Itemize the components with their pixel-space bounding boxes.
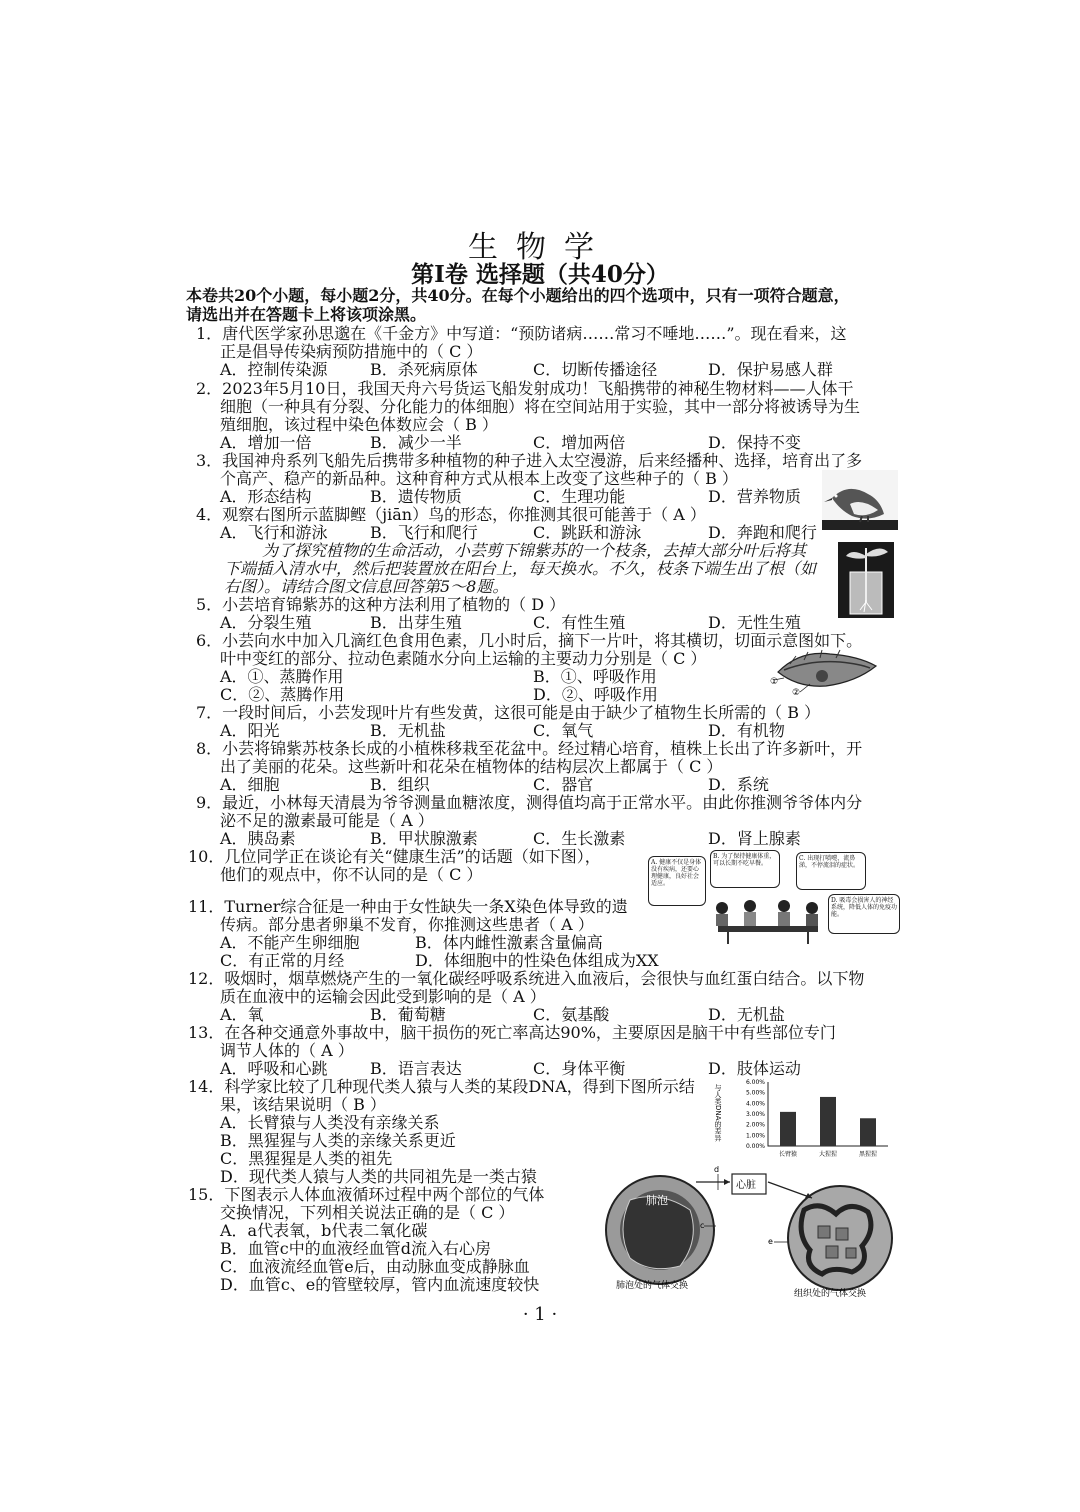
q6-opt-c: C．②、蒸腾作用 bbox=[220, 685, 345, 704]
q3-line1: 3．我国神舟系列飞船先后携带多种植物的种子进入太空漫游，后来经播种、选择，培育出了多 bbox=[196, 451, 863, 470]
chart-y-tick-label: 4.00% bbox=[745, 1100, 765, 1108]
q14-opt-c: C．黑猩猩是人类的祖先 bbox=[220, 1149, 393, 1168]
q12-opt-a: A．氧 bbox=[220, 1005, 264, 1024]
plant-cutting-figure bbox=[838, 542, 894, 618]
q2-line1: 2．2023年5月10日，我国天舟六号货运飞船发射成功！飞船携带的神秘生物材料——人体干 bbox=[196, 379, 854, 398]
label-c: c bbox=[700, 1221, 705, 1230]
q3-opt-b: B．遗传物质 bbox=[370, 487, 462, 506]
q8-opt-d: D．系统 bbox=[708, 775, 769, 794]
instructions-line2: 请选出并在答题卡上将该项涂黑。 bbox=[186, 305, 427, 324]
q7-line1: 7．一段时间后，小芸发现叶片有些发黄，这很可能是由于缺少了植物生长所需的（ B ） bbox=[196, 703, 821, 722]
q4-opt-b: B．飞行和爬行 bbox=[370, 523, 478, 542]
q3-opt-a: A．形态结构 bbox=[220, 487, 312, 506]
q7-opt-c: C．氧气 bbox=[533, 721, 594, 740]
q6-opt-b: B．①、呼吸作用 bbox=[533, 667, 657, 686]
chart-x-tick-label: 黑猩猩 bbox=[858, 1151, 878, 1158]
q9-opt-b: B．甲状腺激素 bbox=[370, 829, 478, 848]
q15-opt-a: A．a代表氧，b代表二氧化碳 bbox=[220, 1221, 428, 1240]
passage-line2: 下端插入清水中，然后把装置放在阳台上，每天换水。不久，枝条下端生出了根（如 bbox=[224, 559, 817, 578]
chart-bar bbox=[820, 1097, 836, 1146]
q9-opt-a: A．胰岛素 bbox=[220, 829, 296, 848]
chart-x-tick-label: 长臂猿 bbox=[778, 1151, 798, 1158]
q8-opt-a: A．细胞 bbox=[220, 775, 280, 794]
passage-line1: 为了探究植物的生命活动，小芸剪下锦紫苏的一个枝条，去掉大部分叶后将其 bbox=[262, 541, 807, 560]
q11-line2: 传病。部分患者卵巢不发育，你推测这些患者（ A ） bbox=[220, 915, 594, 934]
caption-alveolus: 肺泡处的气体交换 bbox=[616, 1281, 689, 1291]
q13-opt-c: C．身体平衡 bbox=[533, 1059, 626, 1078]
chart-y-tick-label: 0.00% bbox=[745, 1143, 765, 1150]
speech-bubble-a: A. 健康不仅是身体没有疾病，还要心理健康，良好社会适应。 bbox=[648, 856, 706, 906]
speech-bubble-d: D. 吸毒会损害人的神经系统，降低人体的免疫功能。 bbox=[828, 894, 900, 934]
health-discussion-figure bbox=[648, 850, 900, 946]
instructions-line1: 本卷共20个小题，每小题2分，共40分。在每个小题给出的四个选项中，只有一项符合题意， bbox=[186, 286, 850, 305]
q2-opt-b: B．减少一半 bbox=[370, 433, 462, 452]
chart-y-tick-label: 2.00% bbox=[745, 1121, 765, 1129]
chart-y-axis-label: 与人类DNA的差异 bbox=[714, 1084, 722, 1142]
q4-opt-a: A．飞行和游泳 bbox=[220, 523, 328, 542]
q15-opt-b: B．血管c中的血液经血管d流入右心房 bbox=[220, 1239, 491, 1258]
q11-opt-b: B．体内雌性激素含量偏高 bbox=[415, 933, 603, 952]
q11-opt-c: C．有正常的月经 bbox=[220, 951, 345, 970]
leaf-cross-section-figure bbox=[770, 642, 880, 696]
q5-line1: 5．小芸培育锦紫苏的这种方法利用了植物的（ D ） bbox=[196, 595, 566, 614]
page-title: 生物学 bbox=[468, 230, 612, 265]
q4-opt-c: C．跳跃和游泳 bbox=[533, 523, 642, 542]
page-number: · 1 · bbox=[522, 1304, 558, 1325]
speech-bubble-b: B. 为了保持健康体重，可以长期不吃早餐。 bbox=[710, 850, 780, 888]
q1-opt-a: A．控制传染源 bbox=[220, 360, 328, 379]
q7-opt-a: A．阳光 bbox=[220, 721, 280, 740]
q2-opt-c: C．增加两倍 bbox=[533, 433, 626, 452]
q12-opt-c: C．氨基酸 bbox=[533, 1005, 610, 1024]
q6-opt-a: A．①、蒸腾作用 bbox=[220, 667, 344, 686]
q8-opt-b: B．组织 bbox=[370, 775, 430, 794]
heart-label: 心脏 bbox=[736, 1180, 756, 1191]
q11-line1: 11．Turner综合征是一种由于女性缺失一条X染色体导致的遗 bbox=[188, 897, 628, 916]
q13-line1: 13．在各种交通意外事故中，脑干损伤的死亡率高达90%，主要原因是脑干中有些部位专门 bbox=[188, 1023, 836, 1042]
q3-line2: 个高产、稳产的新品种。这种育种方式从根本上改变了这些种子的（ B ） bbox=[220, 469, 738, 488]
q14-line2: 果，该结果说明（ B ） bbox=[220, 1095, 386, 1114]
q14-opt-a: A．长臂猿与人类没有亲缘关系 bbox=[220, 1113, 440, 1132]
q12-line2: 质在血液中的运输会因此受到影响的是（ A ） bbox=[220, 987, 546, 1006]
q1-line1: 1．唐代医学家孙思邈在《千金方》中写道：“预防诸病……常习不唾地……”。现在看来，这 bbox=[196, 324, 847, 343]
chart-x-tick-label: 大猩猩 bbox=[818, 1151, 838, 1158]
q9-line2: 泌不足的激素最可能是（ A ） bbox=[220, 811, 434, 830]
q12-opt-d: D．无机盐 bbox=[708, 1005, 785, 1024]
chart-y-tick-label: 5.00% bbox=[745, 1089, 765, 1097]
q10-line2: 他们的观点中，你不认同的是（ C ） bbox=[220, 865, 483, 884]
q5-opt-a: A．分裂生殖 bbox=[220, 613, 312, 632]
q10-line1: 10．几位同学正在谈论有关“健康生活”的话题（如下图）， bbox=[188, 847, 601, 866]
q14-line1: 14．科学家比较了几种现代类人猿与人类的某段DNA，得到下图所示结 bbox=[188, 1077, 695, 1096]
q9-line1: 9．最近，小林每天清晨为爷爷测量血糖浓度，测得值均高于正常水平。由此你推测爷爷体内分 bbox=[196, 793, 863, 812]
q7-opt-d: D．有机物 bbox=[708, 721, 785, 740]
gas-exchange-figure bbox=[600, 1165, 900, 1300]
q9-opt-d: D．肾上腺素 bbox=[708, 829, 801, 848]
chart-bar bbox=[780, 1112, 796, 1146]
q15-line1: 15．下图表示人体血液循环过程中两个部位的气体 bbox=[188, 1185, 545, 1204]
q3-opt-d: D．营养物质 bbox=[708, 487, 801, 506]
q5-opt-c: C．有性生殖 bbox=[533, 613, 626, 632]
q13-opt-a: A．呼吸和心跳 bbox=[220, 1059, 328, 1078]
q5-opt-d: D．无性生殖 bbox=[708, 613, 801, 632]
q4-opt-d: D．奔跑和爬行 bbox=[708, 523, 817, 542]
q14-opt-b: B．黑猩猩与人类的亲缘关系更近 bbox=[220, 1131, 456, 1150]
students-at-table-icon bbox=[708, 898, 828, 944]
q13-opt-d: D．肢体运动 bbox=[708, 1059, 801, 1078]
q4-line1: 4．观察右图所示蓝脚鲣（jiān）鸟的形态，你推测其很可能善于（ A ） bbox=[196, 505, 706, 524]
chart-y-tick-label: 3.00% bbox=[745, 1111, 765, 1118]
q2-opt-d: D．保持不变 bbox=[708, 433, 801, 452]
q13-line2: 调节人体的（ A ） bbox=[220, 1041, 354, 1060]
q14-opt-d: D．现代类人猿与人类的共同祖先是一类古猿 bbox=[220, 1167, 537, 1186]
q6-line2: 叶中变红的部分、拉动色素随水分向上运输的主要动力分别是（ C ） bbox=[220, 649, 707, 668]
blue-footed-booby-figure bbox=[822, 470, 898, 530]
q13-opt-b: B．语言表达 bbox=[370, 1059, 462, 1078]
q2-opt-a: A．增加一倍 bbox=[220, 433, 312, 452]
q1-line2: 正是倡导传染病预防措施中的（ C ） bbox=[220, 342, 483, 361]
alveolus-label: 肺泡 bbox=[646, 1194, 668, 1207]
dna-difference-chart bbox=[712, 1076, 902, 1166]
q6-line1: 6．小芸向水中加入几滴红色食用色素，几小时后，摘下一片叶，将其横切，切面示意图如下。 bbox=[196, 631, 863, 650]
q1-opt-c: C．切断传播途径 bbox=[533, 360, 658, 379]
instructions bbox=[186, 286, 896, 324]
q2-line2: 细胞（一种具有分裂、分化能力的体细胞）将在空间站用于实验，其中一部分将被诱导为生 bbox=[220, 397, 861, 416]
chart-y-tick-label: 6.00% bbox=[745, 1079, 765, 1086]
q9-opt-c: C．生长激素 bbox=[533, 829, 626, 848]
part-title: 第Ⅰ卷 选择题（共40分） bbox=[411, 261, 669, 288]
speech-bubble-c: C. 出现打喷嚏、流鼻涕，不停流泪的症状。 bbox=[796, 852, 866, 890]
q1-opt-d: D．保护易感人群 bbox=[708, 360, 833, 379]
chart-y-tick-label: 1.00% bbox=[745, 1132, 765, 1140]
q8-line1: 8．小芸将锦紫苏枝条长成的小植株移栽至花盆中。经过精心培育，植株上长出了许多新叶，开 bbox=[196, 739, 863, 758]
q15-opt-d: D．血管c、e的管壁较厚，管内血流速度较快 bbox=[220, 1275, 540, 1294]
q11-opt-d: D．体细胞中的性染色体组成为XX bbox=[415, 951, 659, 970]
q7-opt-b: B．无机盐 bbox=[370, 721, 446, 740]
passage-line3: 右图）。请结合图文信息回答第5～8题。 bbox=[224, 577, 509, 596]
q5-opt-b: B．出芽生殖 bbox=[370, 613, 462, 632]
q8-line2: 出了美丽的花朵。这些新叶和花朵在植物体的结构层次上都属于（ C ） bbox=[220, 757, 723, 776]
q1-opt-b: B．杀死病原体 bbox=[370, 360, 478, 379]
q15-opt-c: C．血液流经血管e后，由动脉血变成静脉血 bbox=[220, 1257, 530, 1276]
caption-tissue: 组织处的气体交换 bbox=[794, 1289, 867, 1299]
q6-opt-d: D．②、呼吸作用 bbox=[533, 685, 658, 704]
label-d: d bbox=[714, 1165, 720, 1174]
q3-opt-c: C．生理功能 bbox=[533, 487, 626, 506]
q11-opt-a: A．不能产生卵细胞 bbox=[220, 933, 360, 952]
leaf-label-2: ② bbox=[792, 688, 801, 698]
leaf-label-1: ① bbox=[770, 677, 779, 687]
q12-opt-b: B．葡萄糖 bbox=[370, 1005, 446, 1024]
label-e: e bbox=[768, 1237, 773, 1246]
q15-line2: 交换情况，下列相关说法正确的是（ C ） bbox=[220, 1203, 515, 1222]
q2-line3: 殖细胞，该过程中染色体数应会（ B ） bbox=[220, 415, 498, 434]
chart-bar bbox=[860, 1118, 876, 1146]
q12-line1: 12．吸烟时，烟草燃烧产生的一氧化碳经呼吸系统进入血液后，会很快与血红蛋白结合。以下物 bbox=[188, 969, 865, 988]
q8-opt-c: C．器官 bbox=[533, 775, 594, 794]
